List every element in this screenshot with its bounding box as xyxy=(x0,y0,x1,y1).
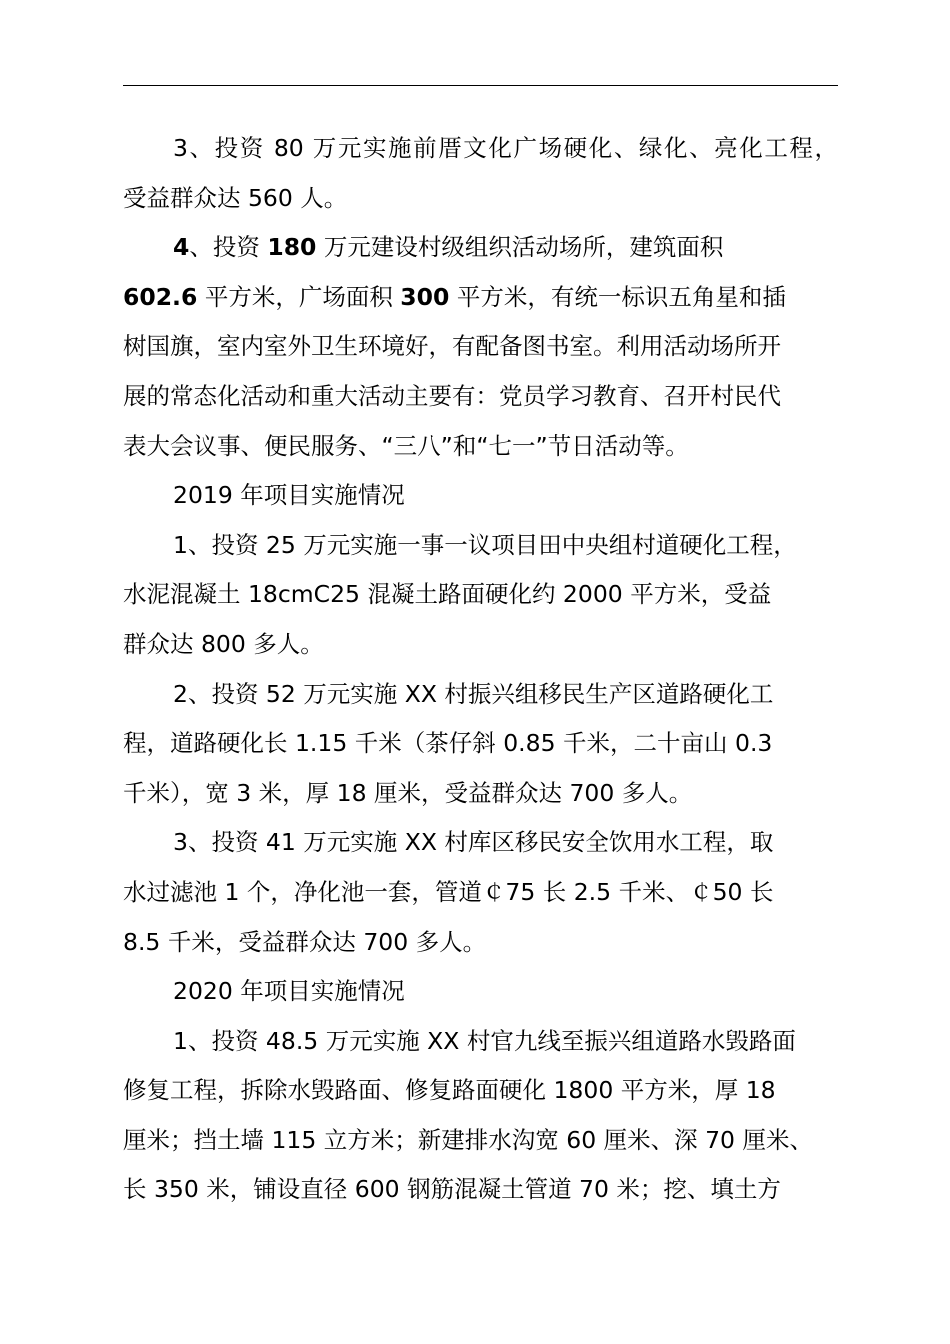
section-heading-2020 xyxy=(123,967,838,1017)
text-line: 8.5 千米，受益群众达 700 多人。 xyxy=(123,927,487,956)
document-body xyxy=(123,124,838,1215)
section-heading-2019 xyxy=(123,471,838,521)
paragraph-p2 xyxy=(123,223,838,471)
paragraph-p4 xyxy=(123,670,838,819)
text-line: 3、投资 41 万元实施 XX 村库区移民安全饮用水工程，取 xyxy=(173,828,774,857)
text-run: 、投资 xyxy=(189,233,268,262)
text-run: 平方米，广场面积 xyxy=(197,282,401,311)
paragraph-p1 xyxy=(123,124,838,223)
bold-number: 180 xyxy=(267,233,317,262)
text-run: 万元建设村级组织活动场所，建筑面积 xyxy=(316,233,724,262)
text-line: 1、投资 25 万元实施一事一议项目田中央组村道硬化工程， xyxy=(173,530,797,559)
paragraph-p5 xyxy=(123,818,838,967)
paragraph-p3 xyxy=(123,521,838,670)
text-line: 水过滤池 1 个，净化池一套，管道￠75 长 2.5 千米、￠50 长 xyxy=(123,877,774,906)
text-line: 厘米；挡土墙 115 立方米；新建排水沟宽 60 厘米、深 70 厘米、 xyxy=(123,1125,813,1154)
text-line-rich xyxy=(123,223,838,273)
text-line: 树国旗，室内室外卫生环境好，有配备图书室。利用活动场所开 xyxy=(123,332,781,361)
text-line: 修复工程，拆除水毁路面、修复路面硬化 1800 平方米，厚 18 xyxy=(123,1076,776,1105)
bold-number: 4 xyxy=(173,233,190,262)
text-line: 长 350 米，铺设直径 600 钢筋混凝土管道 70 米；挖、填土方 xyxy=(123,1175,781,1204)
bold-number: 602.6 xyxy=(123,282,198,311)
text-line: 程，道路硬化长 1.15 千米（茶仔斜 0.85 千米，二十亩山 0.3 xyxy=(123,729,773,758)
section-heading-text: 2020 年项目实施情况 xyxy=(173,977,405,1006)
text-run: 平方米，有统一标识五角星和插 xyxy=(449,282,786,311)
text-line: 2、投资 52 万元实施 XX 村振兴组移民生产区道路硬化工 xyxy=(173,679,774,708)
text-line: 千米），宽 3 米，厚 18 厘米，受益群众达 700 多人。 xyxy=(123,778,693,807)
text-line: 受益群众达 560 人。 xyxy=(123,183,348,212)
text-line: 1、投资 48.5 万元实施 XX 村官九线至振兴组道路水毁路面 xyxy=(173,1026,796,1055)
text-line: 水泥混凝土 18cmC25 混凝土路面硬化约 2000 平方米，受益 xyxy=(123,580,772,609)
text-line-rich xyxy=(123,273,838,323)
bold-number: 300 xyxy=(400,282,450,311)
header-rule xyxy=(123,85,838,86)
text-line: 3、投资 80 万元实施前厝文化广场硬化、绿化、亮化工程， xyxy=(173,134,838,162)
text-line: 群众达 800 多人。 xyxy=(123,629,324,658)
paragraph-p6 xyxy=(123,1017,838,1215)
text-line: 展的常态化活动和重大活动主要有：党员学习教育、召开村民代 xyxy=(123,381,781,410)
text-line: 表大会议事、便民服务、“三八”和“七一”节日活动等。 xyxy=(123,431,689,460)
section-heading-text: 2019 年项目实施情况 xyxy=(173,481,405,510)
